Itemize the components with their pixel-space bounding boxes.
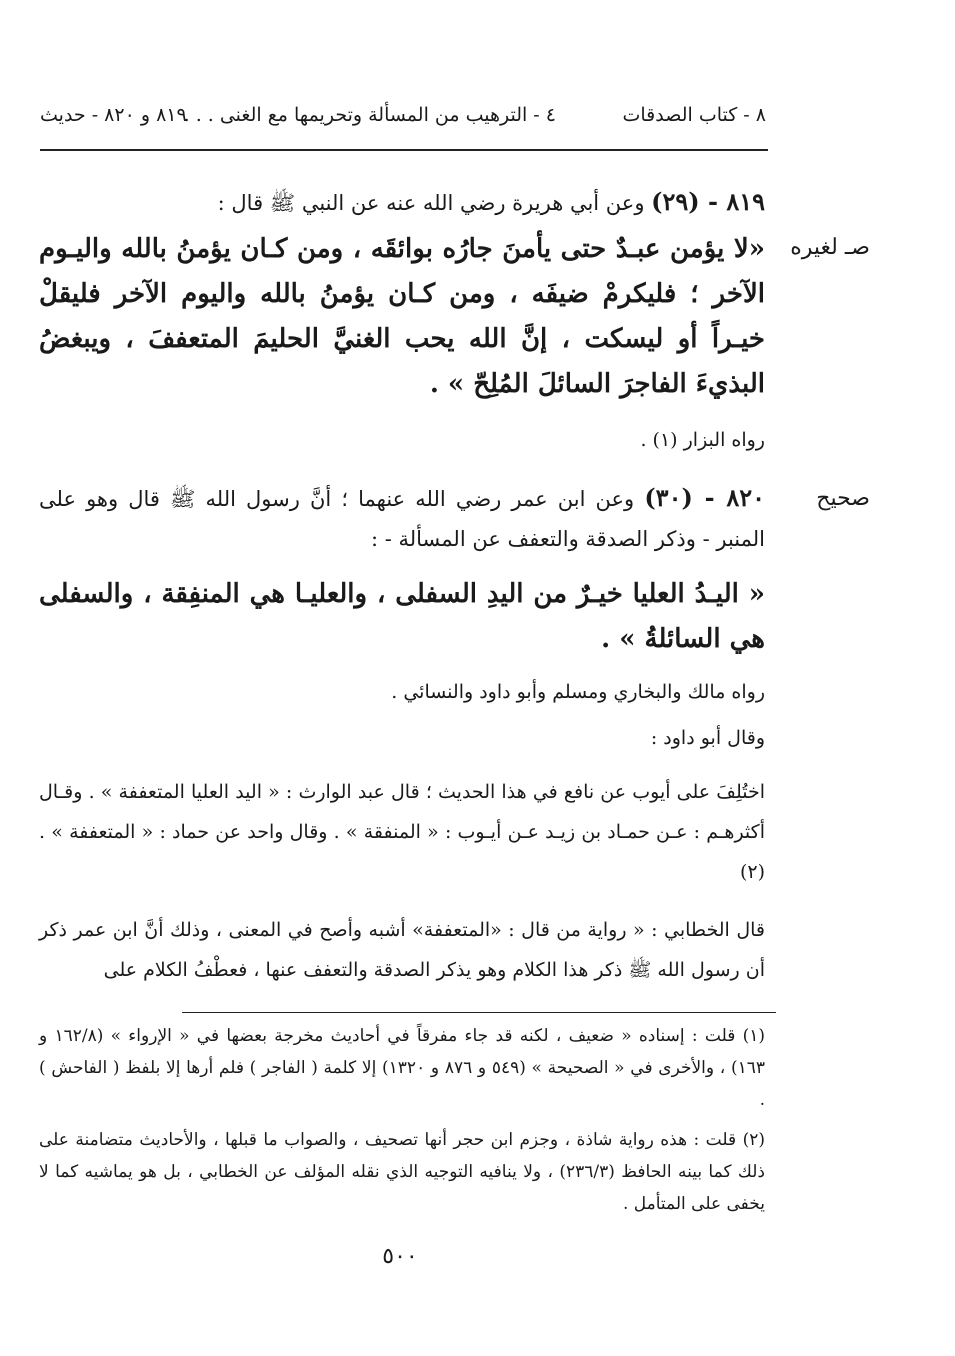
khattabi-text: قال الخطابي : « رواية من قال : «المتعففة» أشبه وأصح في المعنى ، وذلك أنَّ ابن عمر ذكر أن رسول الله ﷺ ذكر هذا الكلام وهو يذكر الصدقة والتعفف عنها ، فعطْفُ الكلام على — [39, 919, 765, 981]
hadith-819-intro — [39, 182, 765, 223]
header-hadith-range: ٨١٩ و ٨٢٠ - حديث — [40, 104, 187, 126]
footnote-1: (١) قلت : إسناده « ضعيف ، لكنه قد جاء مفرقاً في أحاديث مخرجة بعضها في « الإرواء » (١٦٢/٨ و ١٦٣) ، والأخرى في « الصحيحة » (٥٤٩ و ٨٧٦ و ١٣٢٠) إلا كلمة ( الفاجر ) فلم أرها إلا بلفظ ( الفاحش ) . — [39, 1026, 766, 1110]
hadith-819-grade: صـ لغيره — [790, 235, 870, 260]
hadith-820-number: ٨٢٠ - (٣٠) — [644, 483, 765, 512]
hadith-820-matn: « اليـدُ العليا خيـرٌ من اليدِ السفلى ، والعليـا هي المنفِقة ، والسفلى هي السائلةُ » . — [39, 579, 765, 654]
hadith-820-intro — [39, 478, 765, 559]
abu-dawud-text: اختُلِفَ على أيوب عن نافع في هذا الحديث ؛ قال عبد الوارث : « اليد العليا المتعففة » . وقـال أكثرهـم : عـن حمـاد بن زيـد عـن أيـوب : « المنفقة » . وقال واحد عن حماد : « المتعففة » .(٢) — [39, 781, 765, 883]
hadith-820-intro-text: وعن ابن عمر رضي الله عنهما ؛ أنَّ رسول الله ﷺ قال وهو على المنبر - وذكر الصدقة والتعفف عن المسألة - : — [39, 487, 765, 551]
hadith-819-number: ٨١٩ - (٢٩) — [651, 187, 765, 216]
hadith-820-source: رواه مالك والبخاري ومسلم وأبو داود والنسائي . — [391, 681, 765, 703]
header-divider — [40, 149, 768, 151]
footnote-2: (٢) قلت : هذه رواية شاذة ، وجزم ابن حجر أنها تصحيف ، والصواب ما قبلها ، والأحاديث متضامنة على ذلك كما بينه الحافظ (٢٣٦/٣) ، ولا ينافيه التوجيه الذي نقله المؤلف عن الخطابي ، بل هو يماشيه كما لا يخفى على المتأمل . — [39, 1130, 765, 1214]
hadith-820-grade: صحيح — [816, 486, 870, 511]
abu-dawud-intro: وقال أبو داود : — [650, 727, 765, 749]
hadith-819-intro-text: وعن أبي هريرة رضي الله عنه عن النبي ﷺ قال : — [217, 191, 645, 215]
hadith-819-matn: «لا يؤمن عبـدٌ حتى يأمنَ جارُه بوائقَه ، ومن كـان يؤمنُ بالله واليـوم الآخر ؛ فليكرمْ ضيفَه ، ومن كـان يؤمنُ بالله واليوم الآخر فليقلْ خيـراً أو ليسكت ، إنَّ الله يحب الغنيَّ الحليمَ المتعففَ ، ويبغضُ البذيءَ الفاجرَ السائلَ المُلِحّ » . — [39, 234, 765, 399]
running-header — [40, 100, 766, 136]
header-chapter: ٨ - كتاب الصدقات — [622, 104, 766, 126]
header-section: ٤ - الترهيب من المسألة وتحريمها مع الغنى . . . — [183, 104, 556, 126]
footnote-divider — [182, 1012, 776, 1013]
page-number: ٥٠٠ — [382, 1244, 418, 1269]
hadith-819-source: رواه البزار (١) . — [640, 429, 765, 451]
